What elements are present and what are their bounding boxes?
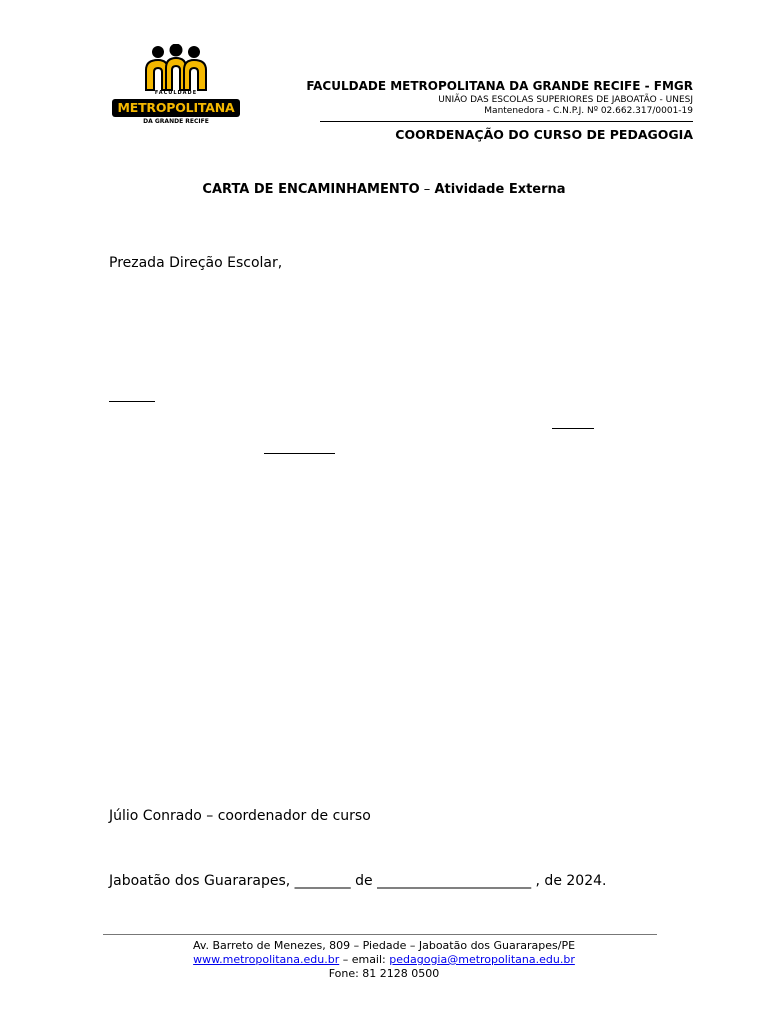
salutation: Prezada Direção Escolar, [109, 255, 283, 271]
letter-title-sub: Atividade Externa [434, 182, 566, 197]
course-coordination: COORDENAÇÃO DO CURSO DE PEDAGOGIA [395, 127, 693, 142]
logo-figures-icon [112, 44, 240, 96]
footer-address: Av. Barreto de Menezes, 809 – Piedade – Jaboatão dos Guararapes/PE [192, 939, 576, 952]
blank-line-1 [109, 401, 155, 402]
institution-union: UNIÃO DAS ESCOLAS SUPERIORES DE JABOATÃO - UNESJ [438, 95, 693, 105]
date-line: Jaboatão dos Guararapes, ________ de ______________________ , de 2024. [109, 873, 607, 889]
email-link[interactable]: pedagogia@metropolitana.edu.br [389, 953, 575, 966]
logo-subtitle: DA GRANDE RECIFE [143, 118, 209, 125]
footer-phone: Fone: 81 2128 0500 [328, 967, 440, 980]
email-prefix: – email: [339, 953, 390, 966]
footer-divider [103, 934, 657, 935]
logo-banner: METROPOLITANA [112, 99, 240, 117]
footer-contacts [0, 953, 768, 966]
institution-name: FACULDADE METROPOLITANA DA GRANDE RECIFE - FMGR [306, 79, 693, 93]
signature: Júlio Conrado – coordenador de curso [109, 808, 371, 824]
institution-maintainer: Mantenedora - C.N.P.J. Nº 02.662.317/0001-19 [484, 106, 693, 116]
letter-title-dash: – [419, 182, 435, 197]
institution-logo [112, 44, 240, 125]
header-divider [320, 121, 693, 122]
blank-line-3 [264, 453, 335, 454]
website-link[interactable]: www.metropolitana.edu.br [193, 953, 340, 966]
letter-title [0, 182, 768, 197]
logo-faculdade-text: FACULDADE [154, 90, 198, 96]
letter-title-main: CARTA DE ENCAMINHAMENTO [202, 182, 420, 197]
blank-line-2 [552, 428, 594, 429]
